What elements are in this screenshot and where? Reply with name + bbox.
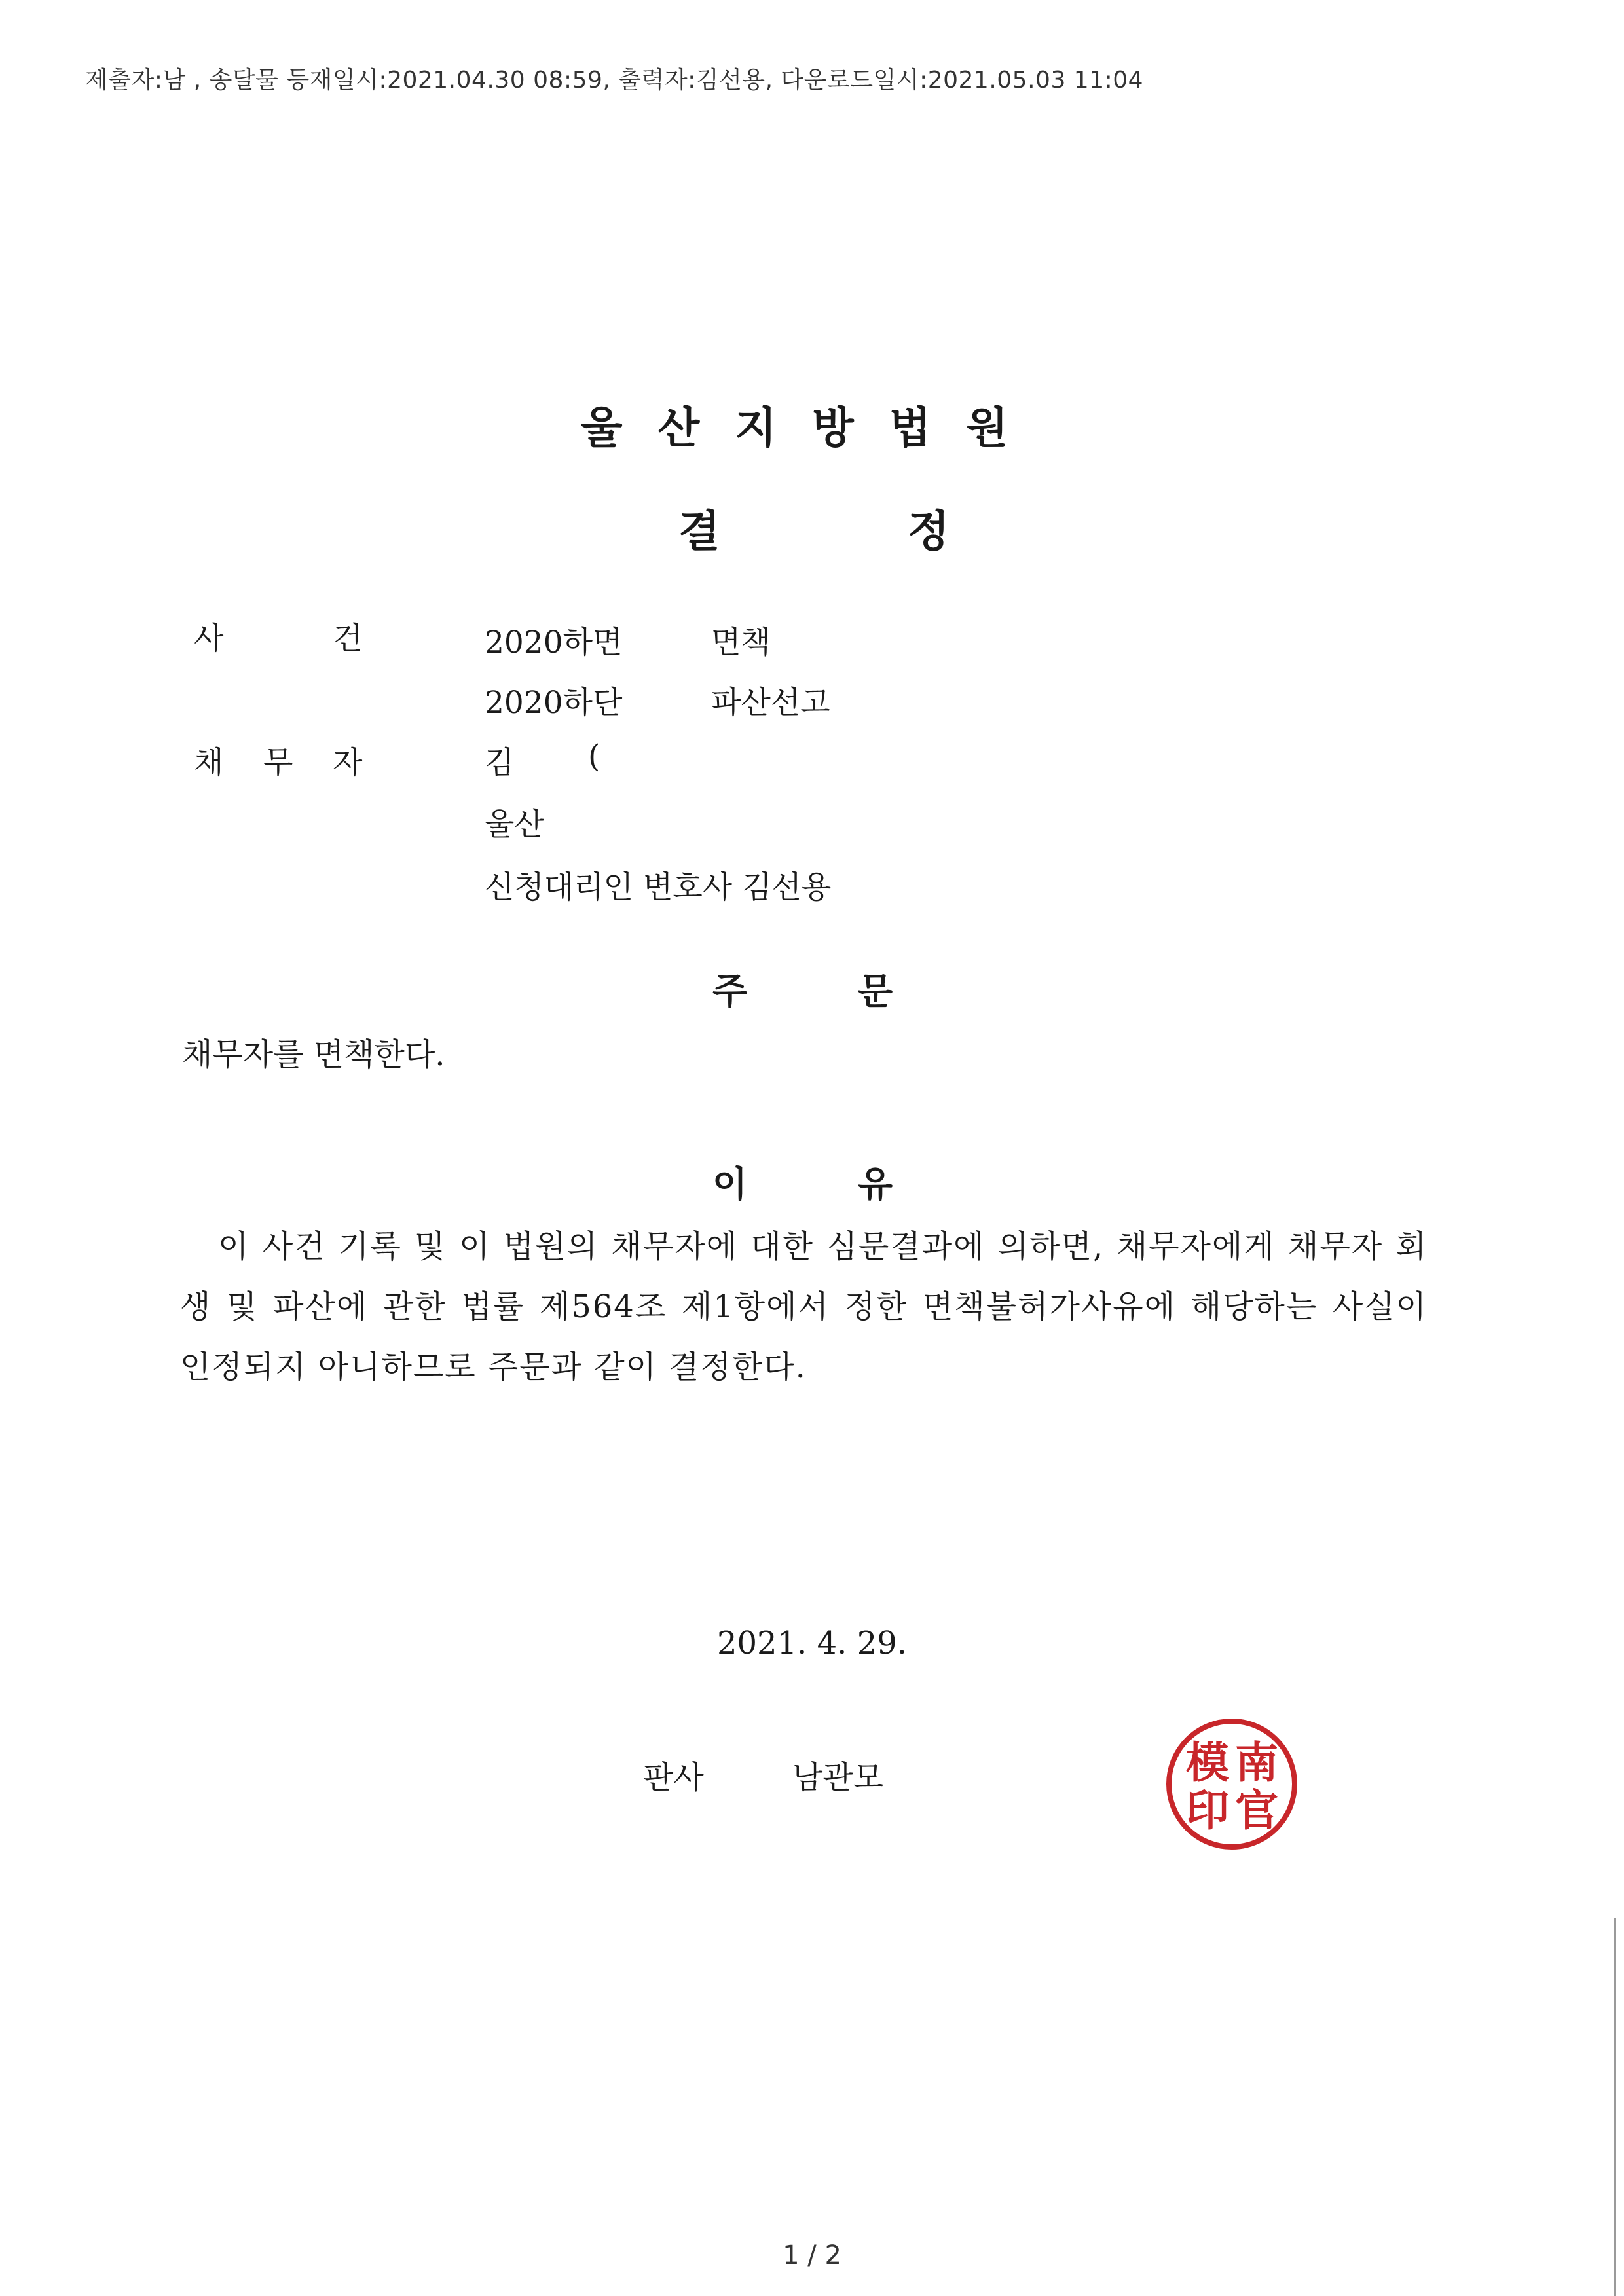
debtor-paren: ( <box>588 738 600 774</box>
judge-name: 남관모 <box>792 1759 884 1796</box>
judge-seal <box>1163 1715 1301 1853</box>
page-number: 1 / 2 <box>783 2240 841 2270</box>
download-header: 제출자:남 , 송달물 등재일시:2021.04.30 08:59, 출력자:김선용, 다운로드일시:2021.05.03 11:04 <box>85 67 1144 94</box>
case-number-2: 2020하단 <box>485 685 623 721</box>
judge-title: 판사 <box>643 1759 704 1796</box>
svg-text:南: 南 <box>1235 1737 1278 1788</box>
reason-section-title <box>0 1156 1624 1208</box>
svg-text:模: 模 <box>1186 1737 1229 1788</box>
scan-edge-line <box>1614 1918 1616 2296</box>
debtor-name: 김 <box>485 745 515 781</box>
debtor-label-2: 무 <box>263 745 293 781</box>
svg-text:官: 官 <box>1235 1785 1278 1836</box>
order-title-right: 문 <box>858 970 893 1012</box>
case-label-2: 건 <box>333 621 363 657</box>
case-type-1: 면책 <box>711 625 771 661</box>
case-number-1: 2020하면 <box>485 625 623 661</box>
decision-date: 2021. 4. 29. <box>716 1625 908 1662</box>
reason-paragraph: 이 사건 기록 및 이 법원의 채무자에 대한 심문결과에 의하면, 채무자에게 채무자 회생 및 파산에 관한 법률 제564조 제1항에서 정한 면책불허가사유에 해당하는 사실이 인정되지 아니하므로 주문과 같이 결정한다. <box>180 1228 1428 1385</box>
order-text: 채무자를 면책한다. <box>182 1036 445 1073</box>
order-title-left: 주 <box>712 970 748 1012</box>
document-title-right: 정 <box>908 506 950 556</box>
debtor-label-3: 자 <box>333 745 363 781</box>
court-name: 울산지방법원 <box>580 403 1044 453</box>
debtor-address: 울산 <box>485 807 544 843</box>
reason-title-left: 이 <box>712 1163 748 1205</box>
debtor-label-1: 채 <box>194 745 224 781</box>
order-section-title <box>0 962 1624 1015</box>
debtor-agent: 신청대리인 변호사 김선용 <box>485 869 832 905</box>
document-title-left: 결 <box>678 506 720 556</box>
svg-text:印: 印 <box>1186 1785 1229 1836</box>
reason-title-right: 유 <box>858 1163 893 1205</box>
case-type-2: 파산선고 <box>711 685 830 721</box>
case-label-1: 사 <box>194 621 224 657</box>
